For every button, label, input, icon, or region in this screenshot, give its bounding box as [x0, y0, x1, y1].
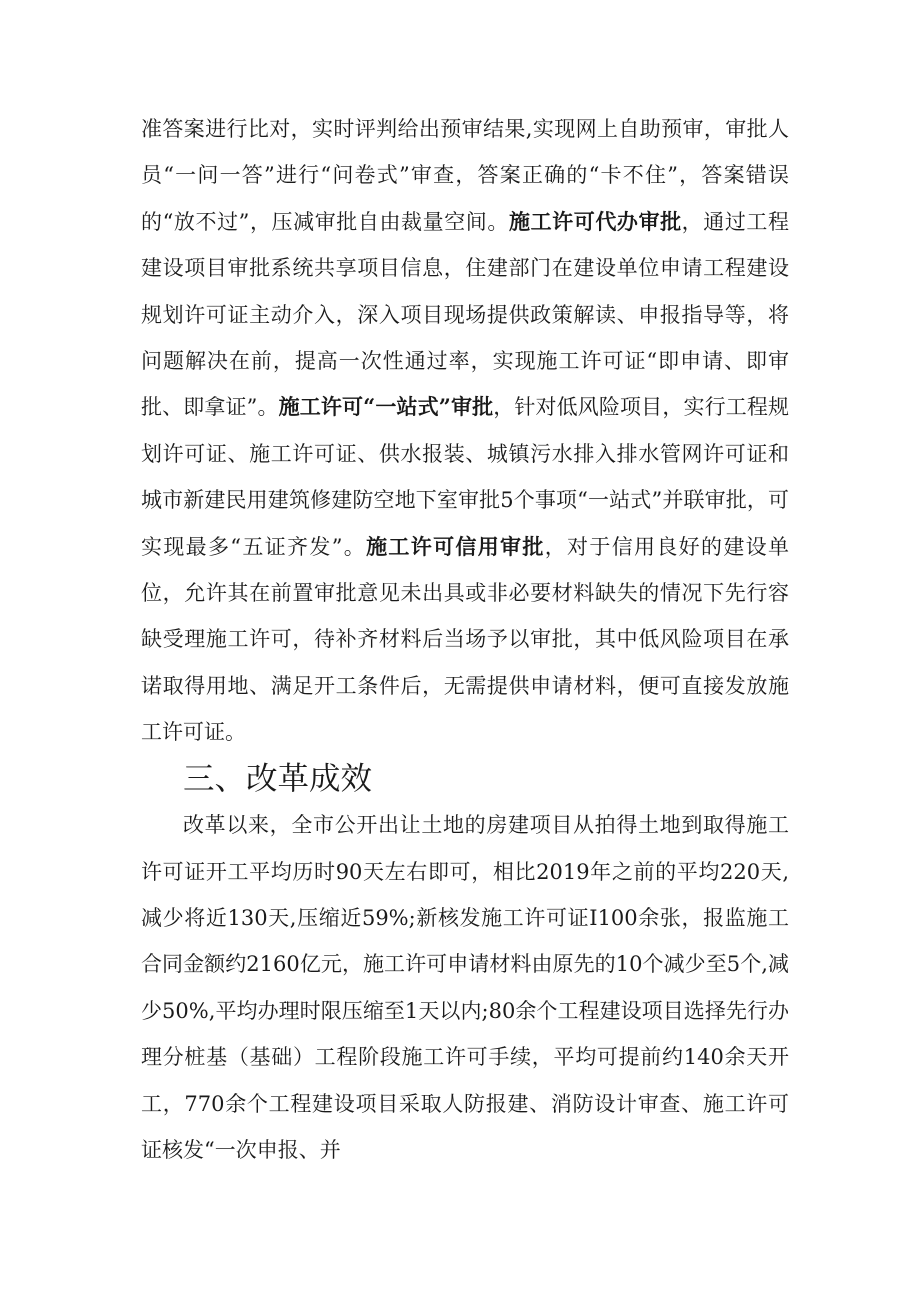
paragraph-text: 准答案进行比对，实时评判给出预审结果,实现网上自助预审，审批人员“一问一答”进行“问卷式”审查，答案正确的“卡不住”，答案错误的“放不过”，压减审批自由裁量空间。 — [141, 117, 789, 234]
section-heading: 三、改革成效 — [183, 760, 373, 797]
bold-term-agency-approval: 施工许可代办审批 — [508, 208, 682, 234]
body-paragraph-continued — [141, 106, 789, 756]
bold-term-one-stop-approval: 施工许可“一站式”审批 — [278, 394, 494, 420]
paragraph-text: ，针对低风险项目，实行工程规划许可证、施工许可证、供水报装、城镇污水排入排水管网许可证和城市新建民用建筑修建防空地下室审批5个事项“一站式”并联审批，可实现最多“五证齐发”。 — [141, 395, 789, 559]
paragraph-text: ，通过工程建设项目审批系统共享项目信息，住建部门在建设单位申请工程建设规划许可证主动介入，深入项目现场提供政策解读、申报指导等，将问题解决在前，提高一次性通过率，实现施工许可证“即申请、即审批、即拿证”。 — [141, 209, 789, 420]
bold-term-credit-approval: 施工许可信用审批 — [366, 533, 545, 559]
body-paragraph-results: 改革以来，全市公开出让土地的房建项目从拍得土地到取得施工许可证开工平均历时90天左右即可，相比2019年之前的平均220天,减少将近130天,压缩近59%;新核发施工许可证I100余张，报监施工合同金额约2160亿元，施工许可申请材料由原先的10个减少至5个,减少50%,平均办理时限压缩至1天以内;80余个工程建设项目选择先行办理分桩基（基础）工程阶段施工许可手续，平均可提前约140余天开工，770余个工程建设项目采取人防报建、消防设计审查、施工许可证核发“一次申报、并 — [141, 813, 789, 1162]
paragraph-text: ，对于信用良好的建设单位，允许其在前置审批意见未出具或非必要材料缺失的情况下先行容缺受理施工许可，待补齐材料后当场予以审批，其中低风险项目在承诺取得用地、满足开工条件后，无需提供申请材料，便可直接发放施工许可证。 — [141, 534, 789, 745]
document-body — [141, 106, 789, 1173]
